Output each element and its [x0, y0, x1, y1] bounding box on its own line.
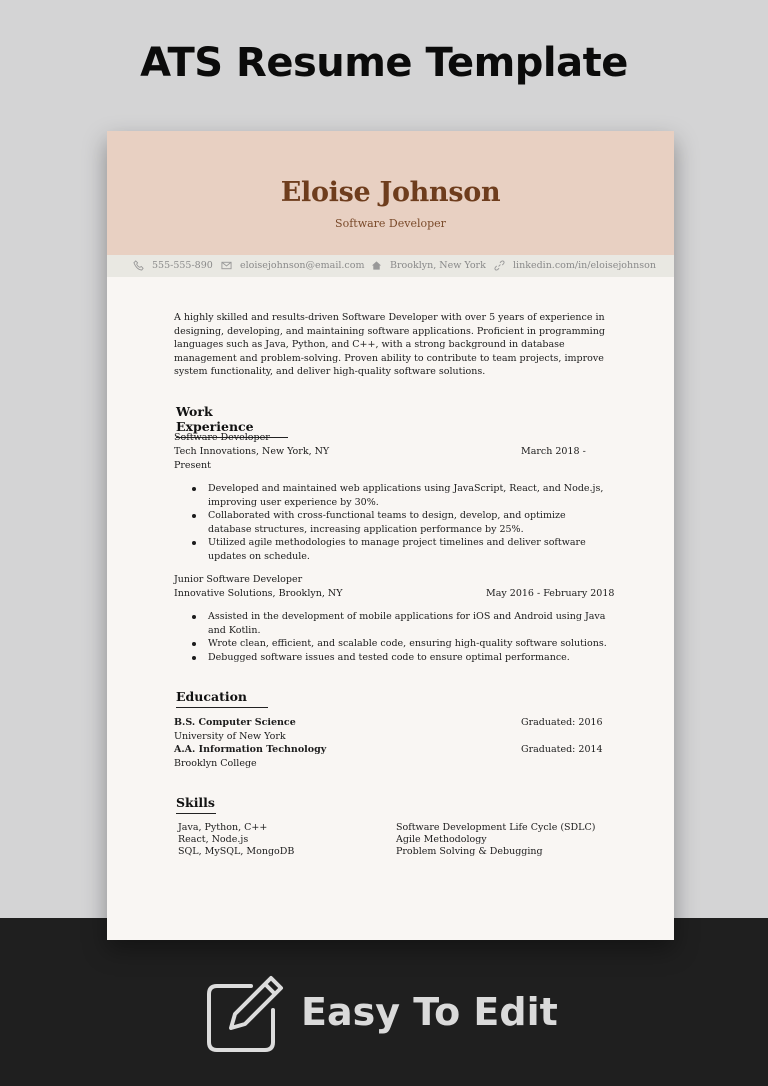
skill-left-2: React, Node.js [178, 834, 249, 845]
education-2-school: Brooklyn College [174, 758, 257, 769]
home-icon [371, 260, 382, 271]
education-2-graduated: Graduated: 2014 [521, 744, 603, 755]
list-item: Developed and maintained web applications using JavaScript, React, and Node.js, improving user experience by 30%. [208, 482, 612, 509]
contact-linkedin-text: linkedin.com/in/eloisejohnson [513, 260, 656, 271]
skill-right-2: Agile Methodology [396, 834, 487, 845]
job-1-title: Software Developer [174, 432, 270, 443]
promo-title: ATS Resume Template [140, 40, 628, 86]
list-item: Assisted in the development of mobile applications for iOS and Android using Java and Kotlin. [208, 610, 612, 637]
education-heading: Education [176, 689, 268, 708]
education-1-school: University of New York [174, 731, 286, 742]
education-2-degree: A.A. Information Technology [174, 744, 327, 755]
list-item: Wrote clean, efficient, and scalable code, ensuring high-quality software solutions. [208, 637, 612, 651]
education-1-degree: B.S. Computer Science [174, 717, 296, 728]
phone-icon [133, 260, 144, 271]
contact-phone-text: 555-555-890 [152, 260, 213, 271]
list-item: Collaborated with cross-functional teams to design, develop, and optimize database structures, increasing application performance by 25%. [208, 509, 612, 536]
skill-left-3: SQL, MySQL, MongoDB [178, 846, 295, 857]
job-1-dates-cont: Present [174, 460, 211, 471]
easy-to-edit-label: Easy To Edit [301, 990, 558, 1034]
resume-header [107, 131, 674, 255]
job-1-bullets [208, 482, 612, 564]
job-1-company: Tech Innovations, New York, NY [174, 446, 330, 457]
skill-left-1: Java, Python, C++ [178, 822, 268, 833]
contact-phone [133, 260, 213, 271]
resume-name: Eloise Johnson [280, 177, 501, 208]
email-icon [221, 260, 232, 271]
list-item: Utilized agile methodologies to manage project timelines and deliver software updates on schedule. [208, 536, 612, 563]
link-icon [494, 260, 505, 271]
work-experience-heading: Work Experience [176, 404, 288, 438]
list-item: Debugged software issues and tested code to ensure optimal performance. [208, 651, 612, 665]
summary-paragraph: A highly skilled and results-driven Software Developer with over 5 years of experience in designing, developing, and maintaining software applications. Proficient in programming languages such as Java, Python, and C++, with a strong background in database management and problem-solving. Proven ability to contribute to team projects, improve system functionality, and deliver high-quality software solutions. [174, 312, 605, 378]
job-1-dates: March 2018 - [521, 446, 586, 457]
job-2-dates: May 2016 - February 2018 [486, 588, 615, 599]
contact-location [371, 260, 486, 271]
contact-email-text: eloisejohnson@email.com [240, 260, 365, 271]
skill-right-1: Software Development Life Cycle (SDLC) [396, 822, 596, 833]
skill-right-3: Problem Solving & Debugging [396, 846, 543, 857]
job-2-title: Junior Software Developer [174, 574, 303, 585]
contact-linkedin [494, 260, 656, 271]
skills-heading: Skills [176, 795, 216, 814]
contact-bar [107, 255, 674, 277]
education-1-graduated: Graduated: 2016 [521, 717, 603, 728]
edit-icon [205, 974, 285, 1054]
job-2-company: Innovative Solutions, Brooklyn, NY [174, 588, 343, 599]
contact-location-text: Brooklyn, New York [390, 260, 486, 271]
contact-email [221, 260, 364, 271]
resume-sheet [107, 131, 674, 940]
resume-role: Software Developer [335, 217, 446, 230]
job-2-bullets [208, 610, 612, 664]
